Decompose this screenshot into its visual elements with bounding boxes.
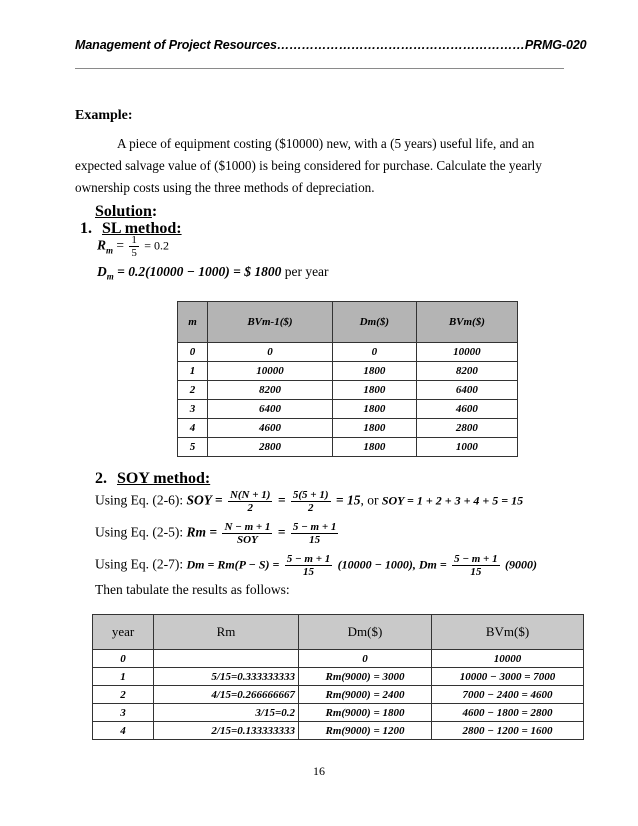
table-cell: 1000 xyxy=(416,438,517,457)
dm-subscript: m xyxy=(106,271,114,282)
sl-dm-equation xyxy=(97,264,329,282)
table-cell: 8200 xyxy=(416,362,517,381)
frac-numerator: 5(5 + 1) xyxy=(292,489,329,501)
soy-eq1-or: , or xyxy=(360,492,379,508)
rm-subscript: m xyxy=(106,245,114,256)
col-header-bv: BVm($) xyxy=(432,615,584,650)
table-cell: 0 xyxy=(178,343,208,362)
example-paragraph-text: A piece of equipment costing ($10000) new, with a (5 years) useful life, and an expected salvage value of ($1000) is being considered for purchase. Calculate the yearly ownership costs using the three methods of depreciation. xyxy=(75,136,542,195)
table-cell: 10000 xyxy=(432,650,584,668)
soy-equation-1 xyxy=(95,489,523,514)
col-header-m: m xyxy=(178,302,208,343)
dm-tail: per year xyxy=(284,264,329,279)
table-cell: 4 xyxy=(178,419,208,438)
table-row xyxy=(178,419,518,438)
table-cell: 1 xyxy=(178,362,208,381)
table-cell: 2/15=0.133333333 xyxy=(154,722,299,740)
soy-eq1-prefix: Using Eq. (2-6): xyxy=(95,492,184,508)
table-cell: 4600 xyxy=(207,419,332,438)
table-cell: 2 xyxy=(178,381,208,400)
soy-eq2-prefix: Using Eq. (2-5): xyxy=(95,524,184,540)
frac-numerator: 5 − m + 1 xyxy=(286,553,331,565)
frac-numerator: N − m + 1 xyxy=(224,521,271,533)
sl-title: SL method: xyxy=(102,220,182,237)
solution-label: Solution xyxy=(95,203,152,220)
sl-rm-equation xyxy=(97,234,169,259)
page-number: 16 xyxy=(313,764,325,778)
table-row xyxy=(178,400,518,419)
table-cell: 4600 xyxy=(416,400,517,419)
frac-denominator: 15 xyxy=(309,534,321,546)
table-cell: 2800 xyxy=(207,438,332,457)
table-cell: 3/15=0.2 xyxy=(154,704,299,722)
table-cell: 10000 xyxy=(416,343,517,362)
table-cell: 2 xyxy=(93,686,154,704)
solution-heading xyxy=(95,203,157,221)
soy-eq1-equals: = xyxy=(277,492,286,508)
table-cell: 2800 xyxy=(416,419,517,438)
table-cell: 7000 − 2400 = 4600 xyxy=(432,686,584,704)
table-cell: 5 xyxy=(178,438,208,457)
rm-numerator: 1 xyxy=(131,234,137,246)
rm-fraction xyxy=(129,234,139,259)
table-cell: 1800 xyxy=(332,419,416,438)
table-row xyxy=(178,381,518,400)
col-header-dm: Dm($) xyxy=(332,302,416,343)
frac-numerator: 5 − m + 1 xyxy=(292,521,337,533)
table-header-row xyxy=(93,615,584,650)
frac-denominator: SOY xyxy=(237,534,258,546)
table-cell: 1800 xyxy=(332,438,416,457)
table-cell: 4600 − 1800 = 2800 xyxy=(432,704,584,722)
table-row xyxy=(93,704,584,722)
soy-eq2-frac1 xyxy=(222,521,272,546)
table-row xyxy=(93,722,584,740)
rm-symbol: R xyxy=(97,237,107,253)
table-row xyxy=(178,438,518,457)
frac-denominator: 15 xyxy=(302,566,314,578)
table-cell: Rm(9000) = 1200 xyxy=(299,722,432,740)
col-header-dm: Dm($) xyxy=(299,615,432,650)
soy-eq3-lhs: Dm = Rm(P − S) = xyxy=(186,557,280,572)
table-cell: 0 xyxy=(93,650,154,668)
soy-equation-2 xyxy=(95,521,340,546)
table-cell: 1800 xyxy=(332,400,416,419)
example-paragraph xyxy=(75,133,565,199)
table-row xyxy=(178,362,518,381)
running-header: Management of Project Resources……………………………………………………PRMG-020 xyxy=(75,38,587,52)
table-row xyxy=(93,686,584,704)
table-row xyxy=(93,668,584,686)
dm-expression: = 0.2(10000 − 1000) = $ 1800 xyxy=(117,264,282,279)
soy-eq1-lhs: SOY = xyxy=(186,492,223,508)
soy-eq1-frac2 xyxy=(291,489,331,514)
table-cell: 4/15=0.266666667 xyxy=(154,686,299,704)
soy-eq2-frac2 xyxy=(291,521,339,546)
table-cell: 6400 xyxy=(207,400,332,419)
soy-eq2-lhs: Rm = xyxy=(186,524,218,540)
soy-method-heading xyxy=(95,470,210,488)
table-cell: 6400 xyxy=(416,381,517,400)
soy-eq2-equals: = xyxy=(277,524,286,540)
soy-eq1-result: = 15 xyxy=(335,492,361,508)
table-cell: 1800 xyxy=(332,381,416,400)
solution-colon: : xyxy=(151,203,158,220)
soy-depreciation-table xyxy=(92,614,584,740)
header-divider xyxy=(75,68,564,69)
table-cell: 8200 xyxy=(207,381,332,400)
col-header-bv: BVm($) xyxy=(416,302,517,343)
table-cell: Rm(9000) = 3000 xyxy=(299,668,432,686)
table-header-row xyxy=(178,302,518,343)
then-tabulate-text: Then tabulate the results as follows: xyxy=(95,582,290,597)
table-cell: 2800 − 1200 = 1600 xyxy=(432,722,584,740)
table-cell: 0 xyxy=(207,343,332,362)
table-cell: 10000 xyxy=(207,362,332,381)
soy-eq3-prefix: Using Eq. (2-7): xyxy=(95,556,184,572)
table-row xyxy=(178,343,518,362)
rm-value: = 0.2 xyxy=(144,238,170,253)
sl-depreciation-table xyxy=(177,301,518,457)
table-cell: 0 xyxy=(332,343,416,362)
table-cell: Rm(9000) = 1800 xyxy=(299,704,432,722)
example-heading: Example: xyxy=(75,108,133,123)
table-row xyxy=(93,650,584,668)
table-cell: 10000 − 3000 = 7000 xyxy=(432,668,584,686)
rm-equals: = xyxy=(116,237,125,253)
frac-numerator: 5 − m + 1 xyxy=(454,553,498,565)
frac-denominator: 2 xyxy=(247,502,253,514)
soy-title: SOY method: xyxy=(117,470,211,487)
soy-eq3-middle: (10000 − 1000), Dm = xyxy=(337,557,447,572)
sl-number: 1. xyxy=(80,220,92,237)
table-cell: 1800 xyxy=(332,362,416,381)
table-cell xyxy=(154,650,299,668)
soy-equation-3 xyxy=(95,553,537,578)
frac-denominator: 2 xyxy=(307,502,314,514)
frac-numerator: N(N + 1) xyxy=(229,489,271,501)
frac-denominator: 15 xyxy=(470,566,482,578)
soy-eq1-alternative: SOY = 1 + 2 + 3 + 4 + 5 = 15 xyxy=(381,493,524,508)
soy-eq3-end: (9000) xyxy=(504,557,537,572)
rm-denominator: 5 xyxy=(131,247,137,259)
soy-number: 2. xyxy=(95,470,107,487)
table-cell: 1 xyxy=(93,668,154,686)
col-header-rm: Rm xyxy=(154,615,299,650)
dm-symbol: D xyxy=(97,264,107,279)
table-cell: 4 xyxy=(93,722,154,740)
soy-eq3-frac1 xyxy=(285,553,333,578)
col-header-year: year xyxy=(93,615,154,650)
table-cell: 3 xyxy=(178,400,208,419)
table-cell: 3 xyxy=(93,704,154,722)
soy-eq3-frac2 xyxy=(452,553,500,578)
table-cell: Rm(9000) = 2400 xyxy=(299,686,432,704)
table-cell: 5/15=0.333333333 xyxy=(154,668,299,686)
soy-eq1-frac1 xyxy=(228,489,272,514)
table-cell: 0 xyxy=(299,650,432,668)
col-header-bv-prev: BVm-1($) xyxy=(207,302,332,343)
